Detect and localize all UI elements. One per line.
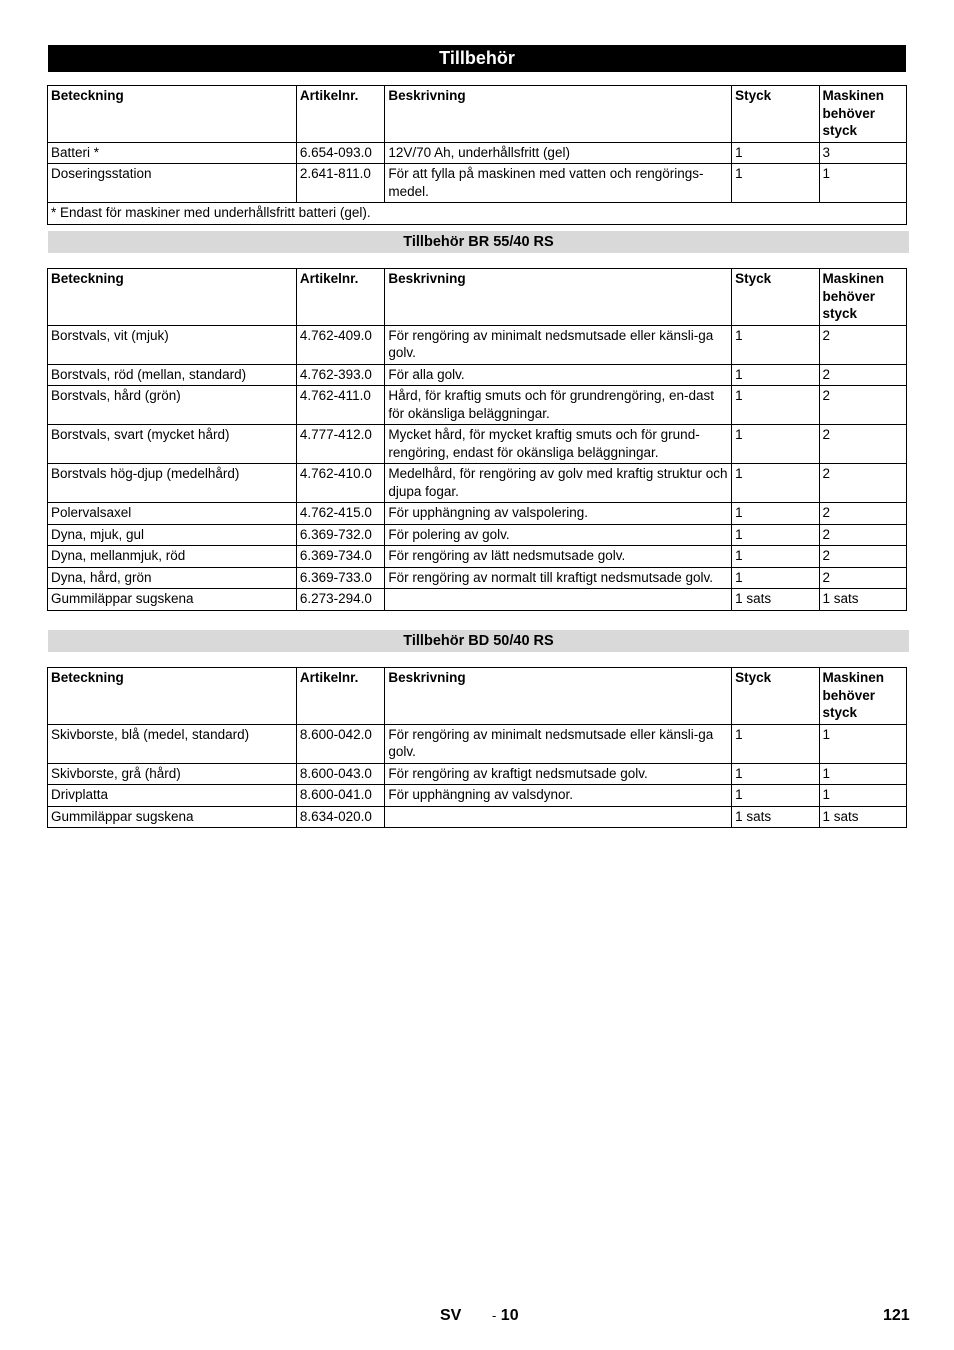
column-header-description: Beskrivning: [385, 668, 732, 725]
cell-machine-requires: 1 sats: [819, 589, 906, 611]
cell-quantity: 1: [732, 503, 819, 525]
cell-description: För rengöring av kraftigt nedsmutsade golv.: [385, 763, 732, 785]
table-row: [48, 464, 907, 503]
table-row: [48, 425, 907, 464]
cell-article-number: 8.600-042.0: [296, 724, 385, 763]
table-row: [48, 325, 907, 364]
cell-description: För alla golv.: [385, 364, 732, 386]
cell-machine-requires: 1: [819, 164, 906, 203]
cell-article-number: 6.369-733.0: [296, 567, 385, 589]
section-title-br: Tillbehör BR 55/40 RS: [48, 231, 909, 253]
cell-description: För att fylla på maskinen med vatten och rengörings-medel.: [385, 164, 732, 203]
column-header-article-number: Artikelnr.: [296, 86, 385, 143]
cell-quantity: 1: [732, 785, 819, 807]
cell-name: Gummiläppar sugskena: [48, 806, 297, 828]
cell-quantity: 1: [732, 364, 819, 386]
column-header-article-number: Artikelnr.: [296, 269, 385, 326]
cell-quantity: 1: [732, 464, 819, 503]
cell-machine-requires: 2: [819, 386, 906, 425]
cell-name: Drivplatta: [48, 785, 297, 807]
cell-description: Hård, för kraftig smuts och för grundrengöring, en-dast för okänsliga beläggningar.: [385, 386, 732, 425]
cell-description: [385, 806, 732, 828]
cell-name: Borstvals, hård (grön): [48, 386, 297, 425]
cell-quantity: 1: [732, 386, 819, 425]
cell-quantity: 1: [732, 425, 819, 464]
column-header-description: Beskrivning: [385, 86, 732, 143]
cell-description: Mycket hård, för mycket kraftig smuts och för grund-rengöring, endast för okänsliga beläggningar.: [385, 425, 732, 464]
cell-quantity: 1: [732, 724, 819, 763]
column-header-quantity: Styck: [732, 668, 819, 725]
cell-article-number: 4.762-410.0: [296, 464, 385, 503]
column-header-quantity: Styck: [732, 269, 819, 326]
cell-name: Dyna, mjuk, gul: [48, 524, 297, 546]
cell-name: Borstvals, vit (mjuk): [48, 325, 297, 364]
cell-article-number: 6.273-294.0: [296, 589, 385, 611]
accessories-table-bd: [47, 667, 907, 828]
cell-name: Dyna, hård, grön: [48, 567, 297, 589]
cell-article-number: 4.762-415.0: [296, 503, 385, 525]
cell-name: Doseringsstation: [48, 164, 297, 203]
cell-name: Borstvals, röd (mellan, standard): [48, 364, 297, 386]
cell-description: För rengöring av minimalt nedsmutsade eller känsli-ga golv.: [385, 724, 732, 763]
cell-name: Dyna, mellanmjuk, röd: [48, 546, 297, 568]
column-header-machine-requires: Maskinen behöver styck: [819, 86, 906, 143]
cell-article-number: 6.369-734.0: [296, 546, 385, 568]
cell-machine-requires: 2: [819, 546, 906, 568]
cell-quantity: 1: [732, 524, 819, 546]
cell-machine-requires: 1: [819, 724, 906, 763]
cell-quantity: 1: [732, 567, 819, 589]
footnote-row: [48, 203, 907, 225]
column-header-quantity: Styck: [732, 86, 819, 143]
column-header-name: Beteckning: [48, 668, 297, 725]
cell-name: Borstvals hög-djup (medelhård): [48, 464, 297, 503]
cell-machine-requires: 3: [819, 142, 906, 164]
cell-quantity: 1 sats: [732, 806, 819, 828]
table-row: [48, 386, 907, 425]
table-row: [48, 164, 907, 203]
table-row: [48, 785, 907, 807]
cell-article-number: 2.641-811.0: [296, 164, 385, 203]
column-header-article-number: Artikelnr.: [296, 668, 385, 725]
table-row: [48, 524, 907, 546]
table-row: [48, 142, 907, 164]
table-header-row: [48, 668, 907, 725]
cell-machine-requires: 2: [819, 524, 906, 546]
cell-article-number: 8.634-020.0: [296, 806, 385, 828]
footer-section-page: [492, 1307, 519, 1325]
table-row: [48, 503, 907, 525]
cell-machine-requires: 2: [819, 464, 906, 503]
cell-description: För rengöring av minimalt nedsmutsade eller känsli-ga golv.: [385, 325, 732, 364]
column-header-machine-requires: Maskinen behöver styck: [819, 668, 906, 725]
footer-dash: -: [492, 1308, 497, 1323]
cell-name: Skivborste, grå (hård): [48, 763, 297, 785]
cell-description: För upphängning av valsdynor.: [385, 785, 732, 807]
table-header-row: [48, 86, 907, 143]
cell-article-number: 4.777-412.0: [296, 425, 385, 464]
cell-description: 12V/70 Ah, underhållsfritt (gel): [385, 142, 732, 164]
column-header-description: Beskrivning: [385, 269, 732, 326]
column-header-name: Beteckning: [48, 269, 297, 326]
cell-article-number: 4.762-393.0: [296, 364, 385, 386]
cell-name: Gummiläppar sugskena: [48, 589, 297, 611]
table-row: [48, 567, 907, 589]
footer-language: SV: [440, 1307, 462, 1324]
footer-section-number: 10: [500, 1307, 519, 1324]
cell-machine-requires: 2: [819, 567, 906, 589]
cell-machine-requires: 1: [819, 785, 906, 807]
cell-quantity: 1: [732, 164, 819, 203]
table-row: [48, 589, 907, 611]
cell-description: För rengöring av normalt till kraftigt nedsmutsade golv.: [385, 567, 732, 589]
cell-quantity: 1: [732, 142, 819, 164]
cell-quantity: 1 sats: [732, 589, 819, 611]
cell-name: Polervalsaxel: [48, 503, 297, 525]
cell-machine-requires: 2: [819, 364, 906, 386]
cell-description: För upphängning av valspolering.: [385, 503, 732, 525]
cell-name: Borstvals, svart (mycket hård): [48, 425, 297, 464]
footer-page-number: 121: [883, 1307, 910, 1324]
cell-machine-requires: 1 sats: [819, 806, 906, 828]
table-header-row: [48, 269, 907, 326]
cell-machine-requires: 2: [819, 325, 906, 364]
section-title-bd: Tillbehör BD 50/40 RS: [48, 630, 909, 652]
table-row: [48, 546, 907, 568]
footnote: * Endast för maskiner med underhållsfritt batteri (gel).: [48, 203, 907, 225]
column-header-machine-requires: Maskinen behöver styck: [819, 269, 906, 326]
table-row: [48, 806, 907, 828]
cell-description: För rengöring av lätt nedsmutsade golv.: [385, 546, 732, 568]
cell-article-number: 4.762-411.0: [296, 386, 385, 425]
cell-machine-requires: 1: [819, 763, 906, 785]
accessories-table-br: [47, 268, 907, 611]
cell-quantity: 1: [732, 546, 819, 568]
table-row: [48, 763, 907, 785]
cell-description: Medelhård, för rengöring av golv med kraftig struktur och djupa fogar.: [385, 464, 732, 503]
cell-article-number: 8.600-041.0: [296, 785, 385, 807]
cell-machine-requires: 2: [819, 503, 906, 525]
cell-quantity: 1: [732, 325, 819, 364]
accessories-table: [47, 85, 907, 225]
table-row: [48, 364, 907, 386]
cell-machine-requires: 2: [819, 425, 906, 464]
cell-description: [385, 589, 732, 611]
table-row: [48, 724, 907, 763]
cell-article-number: 6.369-732.0: [296, 524, 385, 546]
cell-name: Skivborste, blå (medel, standard): [48, 724, 297, 763]
page-title: Tillbehör: [48, 45, 906, 72]
cell-article-number: 8.600-043.0: [296, 763, 385, 785]
cell-article-number: 4.762-409.0: [296, 325, 385, 364]
cell-quantity: 1: [732, 763, 819, 785]
cell-description: För polering av golv.: [385, 524, 732, 546]
cell-article-number: 6.654-093.0: [296, 142, 385, 164]
column-header-name: Beteckning: [48, 86, 297, 143]
cell-name: Batteri *: [48, 142, 297, 164]
